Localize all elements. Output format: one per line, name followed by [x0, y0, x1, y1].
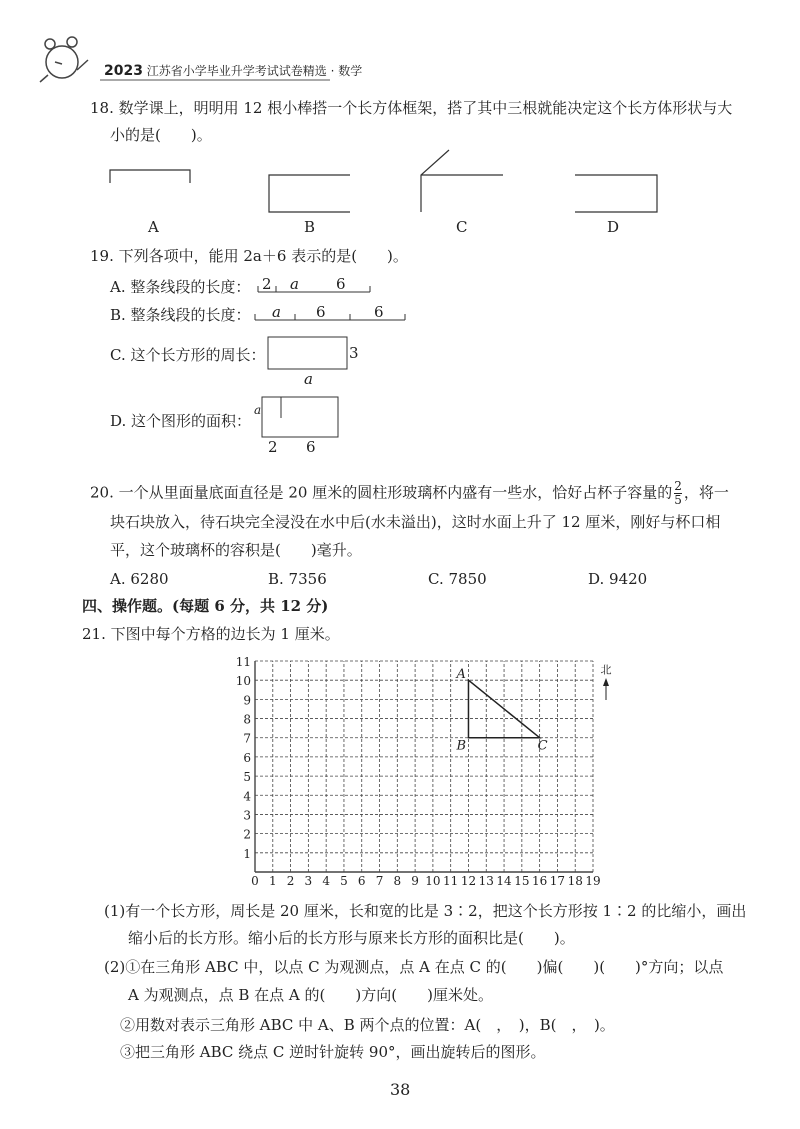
segment-label: 2: [262, 275, 272, 293]
q18-label-b: B: [304, 218, 316, 236]
y-tick-label: 7: [243, 731, 251, 746]
q21-part1-line2: 缩小后的长方形。缩小后的长方形与原来长方形的面积比是( )。: [128, 929, 575, 947]
segment-label: 6: [336, 275, 346, 293]
coordinate-grid: [235, 655, 612, 888]
q20-option-a: A. 6280: [110, 570, 169, 588]
figure-a: [110, 170, 190, 183]
y-tick-label: 2: [243, 827, 251, 842]
segment-a: [258, 286, 370, 292]
q20-line2: 块石块放入，待石块完全浸没在水中后(水未溢出)，这时水面上升了 12 厘米，刚好与杯口相: [110, 513, 721, 531]
rectangle-c: [268, 337, 347, 369]
x-tick-label: 12: [460, 874, 477, 888]
q18-label-c: C: [456, 218, 468, 236]
q20-option-b: B. 7356: [268, 570, 327, 588]
q19-option-d: D. 这个图形的面积：: [110, 412, 252, 430]
figure-d: [575, 175, 657, 212]
point-label-a: A: [456, 667, 466, 683]
x-tick-label: 19: [585, 874, 601, 888]
section-heading: 四、操作题。(每题 6 分，共 12 分): [82, 597, 329, 615]
q18-label-d: D: [607, 218, 620, 236]
q20-option-d: D. 9420: [588, 570, 648, 588]
q18-label-a: A: [148, 218, 159, 236]
fraction: $\frac{2}{5}$: [674, 479, 682, 508]
dimension-label: 6: [306, 438, 316, 456]
q18-line2: 小的是( )。: [110, 126, 212, 144]
y-tick-label: 1: [243, 846, 251, 861]
q19-option-b: B. 整条线段的长度：: [110, 306, 251, 324]
q21-part2-2: ②用数对表示三角形 ABC 中 A、B 两个点的位置：A( ， )，B( ， )。: [120, 1016, 615, 1034]
page-number: 38: [390, 1080, 411, 1099]
dimension-label: a: [304, 370, 313, 388]
x-tick-label: 3: [304, 874, 313, 888]
x-tick-label: 15: [514, 874, 530, 888]
y-tick-label: 5: [243, 770, 251, 785]
x-tick-label: 9: [411, 874, 419, 888]
segment-label: a: [272, 303, 281, 321]
segment-label: a: [290, 275, 299, 293]
q21-part2-line1: (2)①在三角形 ABC 中，以点 C 为观测点，点 A 在点 C 的( )偏( )( )°方向；以点: [104, 958, 724, 976]
y-tick-label: 4: [243, 789, 251, 804]
x-tick-label: 11: [443, 874, 459, 888]
y-tick-label: 9: [243, 693, 251, 708]
q21-part1-line1: (1)有一个长方形，周长是 20 厘米，长和宽的比是 3∶2，把这个长方形按 1∶2 的比缩小，画出: [104, 902, 747, 920]
point-label-b: B: [456, 738, 467, 754]
clock-mascot-logo: [40, 37, 88, 82]
q19-option-c: C. 这个长方形的周长：: [110, 346, 266, 364]
y-tick-label: 10: [235, 674, 251, 689]
segment-label: 6: [316, 303, 326, 321]
x-tick-label: 16: [531, 874, 548, 888]
north-arrowhead-icon: [603, 678, 609, 686]
x-tick-label: 17: [549, 874, 566, 888]
x-tick-label: 14: [496, 874, 512, 888]
q20-option-c: C. 7850: [428, 570, 487, 588]
x-tick-label: 18: [567, 874, 583, 888]
y-tick-label: 6: [243, 750, 251, 765]
q21-part2-line2: A 为观测点，点 B 在点 A 的( )方向( )厘米处。: [128, 986, 493, 1004]
y-tick-label: 8: [243, 712, 251, 727]
segment-label: 6: [374, 303, 384, 321]
x-tick-label: 2: [286, 874, 295, 888]
dimension-label: 3: [349, 344, 359, 362]
x-tick-label: 7: [375, 874, 384, 888]
q19-stem: 19. 下列各项中，能用 2a＋6 表示的是( )。: [90, 247, 408, 265]
q20-line3: 平，这个玻璃杯的容积是( )毫升。: [110, 541, 362, 559]
point-label-c: C: [537, 738, 548, 754]
x-tick-label: 6: [357, 874, 366, 888]
q18-line1: 18. 数学课上，明明用 12 根小棒搭一个长方体框架，搭了其中三根就能决定这个长方体形状与大: [90, 99, 733, 117]
north-label: 北: [599, 664, 612, 675]
dimension-label: a: [254, 403, 262, 417]
figure-d-area: [262, 397, 338, 437]
y-tick-label: 3: [243, 808, 251, 823]
dimension-label: 2: [268, 438, 278, 456]
q19-option-a: A. 整条线段的长度：: [110, 278, 251, 296]
x-tick-label: 8: [393, 874, 402, 888]
q21-stem: 21. 下图中每个方格的边长为 1 厘米。: [82, 625, 340, 643]
x-tick-label: 5: [340, 874, 348, 888]
q21-part2-3: ③把三角形 ABC 绕点 C 逆时针旋转 90°，画出旋转后的图形。: [120, 1043, 546, 1061]
x-tick-label: 13: [478, 874, 494, 888]
x-tick-label: 0: [251, 874, 259, 888]
x-tick-label: 10: [425, 874, 441, 888]
x-tick-label: 1: [268, 874, 277, 888]
q20-line1: 20. 一个从里面量底面直径是 20 厘米的圆柱形玻璃杯内盛有一些水，恰好占杯子容量的 $\frac{2}{5}$ ，将一: [90, 479, 729, 508]
figure-b: [269, 175, 350, 212]
q18-figures: [110, 150, 657, 212]
x-tick-label: 4: [322, 874, 330, 888]
figure-c: [421, 150, 503, 212]
y-tick-label: 11: [235, 655, 251, 669]
header: 2023 江苏省小学毕业升学考试试卷精选 · 数学: [104, 63, 363, 79]
